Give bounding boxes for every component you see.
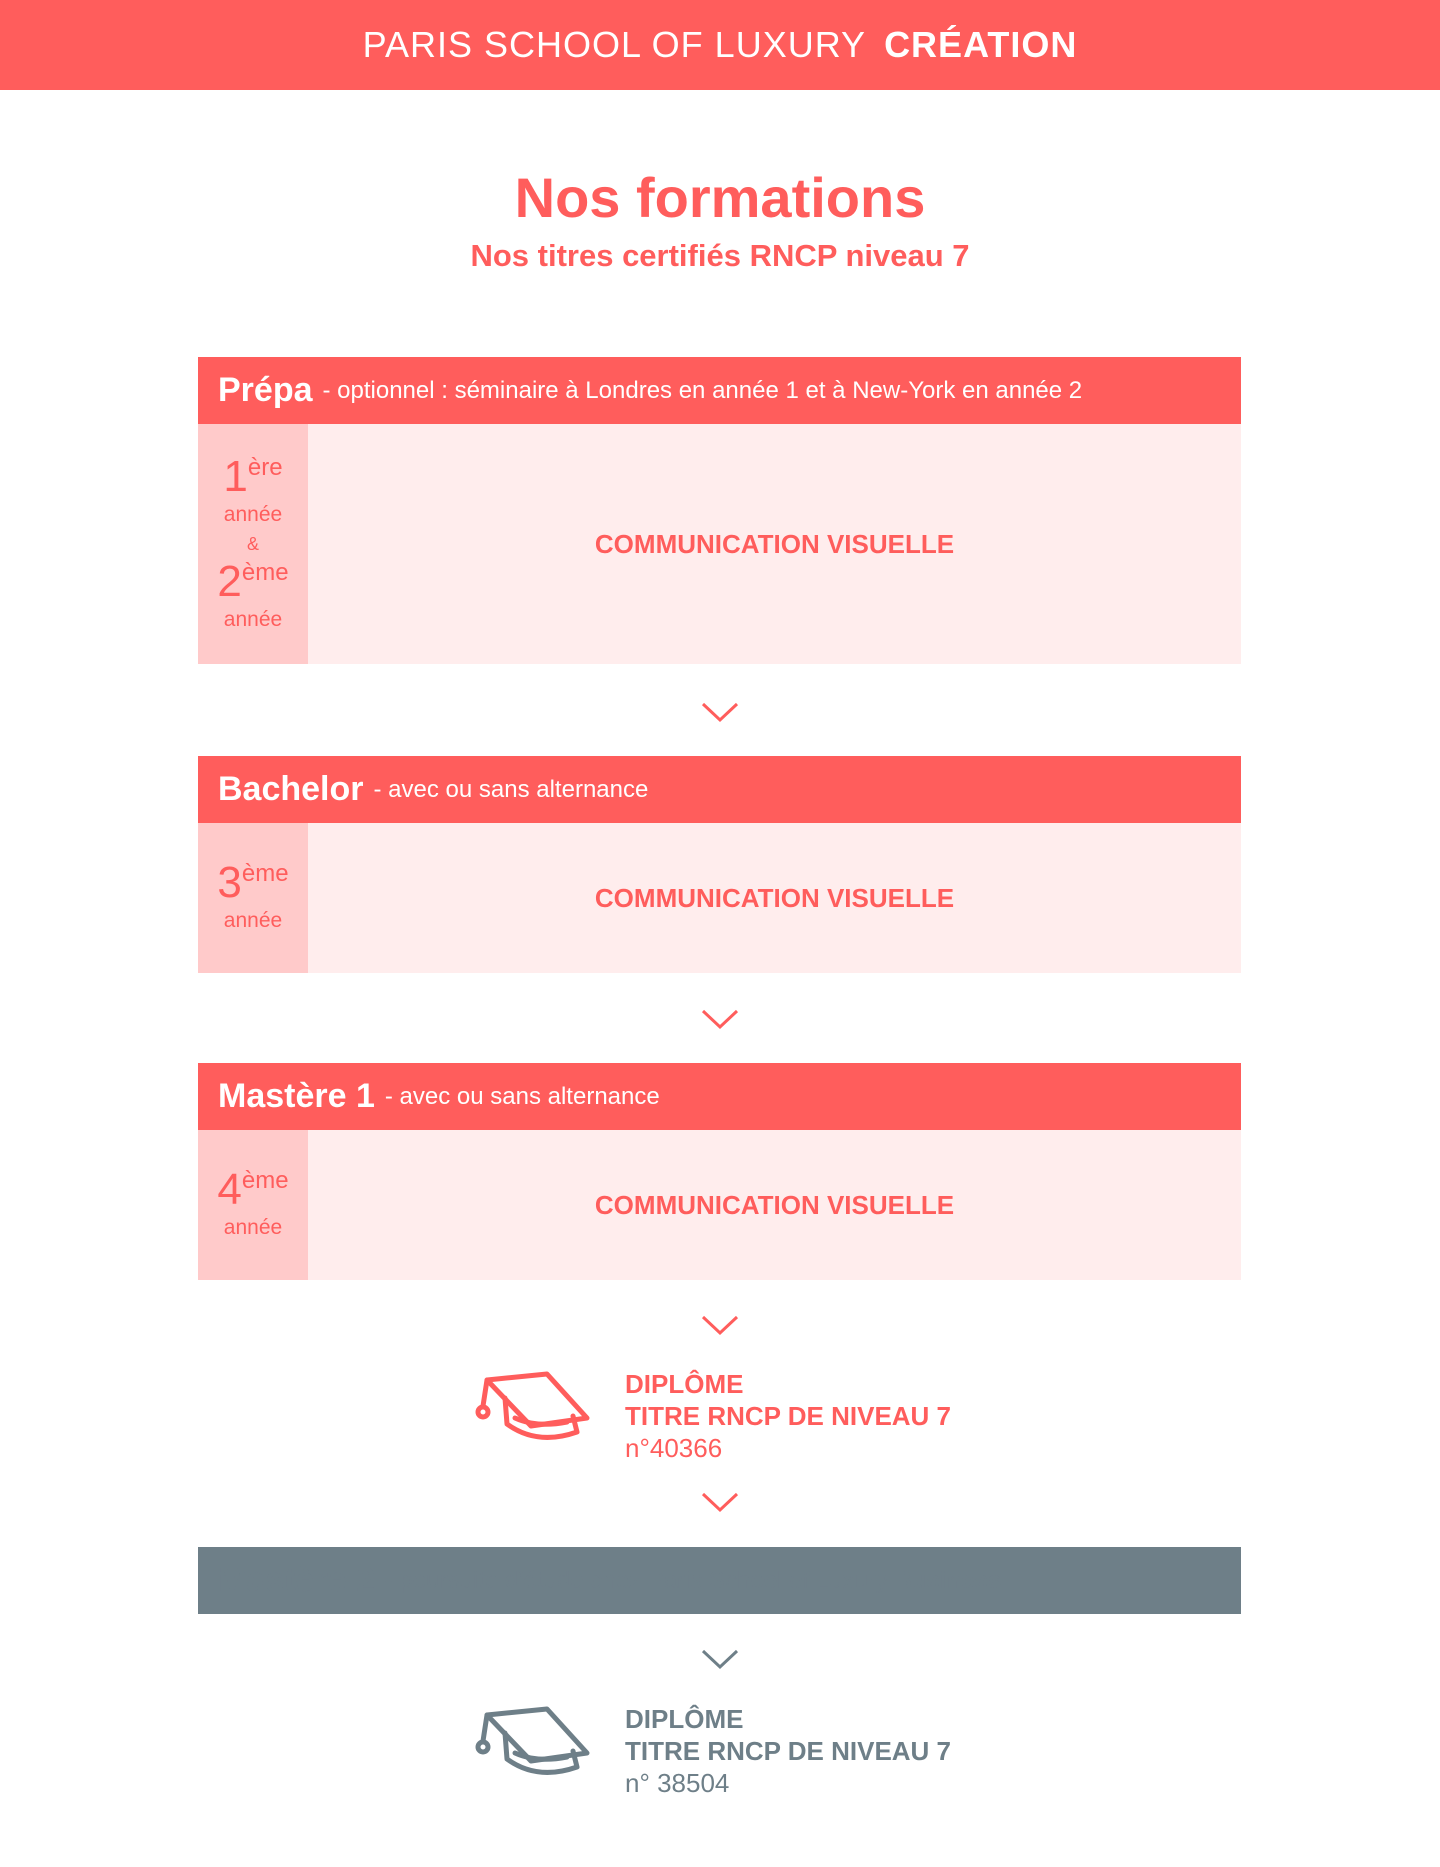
diploma-level: TITRE RNCP DE NIVEAU 7 <box>625 1401 952 1431</box>
year-number: 3 <box>217 858 242 907</box>
year-4 <box>217 1167 288 1243</box>
year-column <box>198 823 308 973</box>
section-body <box>198 1130 1241 1280</box>
page-title: Nos formations <box>514 166 926 229</box>
top-bar <box>0 0 1440 90</box>
program-name: COMMUNICATION VISUELLE <box>594 528 955 559</box>
year-suffix: ère <box>247 453 283 481</box>
year-1 <box>223 451 283 530</box>
year-number: 4 <box>217 1165 242 1214</box>
diploma-text <box>625 1368 951 1464</box>
diploma-business <box>475 1703 995 1813</box>
section-name: Prépa <box>218 371 313 409</box>
program-name: COMMUNICATION VISUELLE <box>594 1189 955 1220</box>
description-text: - poursuite d’étude chez Paris School of Luxury <box>384 1566 888 1594</box>
diploma-level: TITRE RNCP DE NIVEAU 7 <box>625 1736 952 1766</box>
section-description: - optionnel : séminaire à Londres en année 1 et à New-York en année 2 <box>322 376 1083 404</box>
year-column <box>198 424 308 664</box>
section-name: Bachelor <box>218 770 364 808</box>
chevron-down-icon <box>700 1490 740 1514</box>
year-number: 1 <box>223 451 248 501</box>
section-bachelor <box>198 756 1241 973</box>
section-header <box>198 756 1241 823</box>
year-label: année <box>223 1216 283 1239</box>
graduation-cap-icon <box>475 1703 590 1793</box>
section-header <box>198 1063 1241 1130</box>
year-number: 2 <box>217 556 242 606</box>
page-subtitle: Nos titres certifiés RNCP niveau 7 <box>470 238 970 273</box>
chevron-down-icon <box>700 1313 740 1337</box>
description-bold: Business <box>894 1566 1002 1594</box>
section-description <box>385 1567 1001 1595</box>
diploma-title: DIPLÔME <box>625 1369 744 1399</box>
year-3 <box>217 860 288 936</box>
section-header <box>198 1547 1241 1614</box>
section-name: Mastère 1 <box>218 1077 375 1115</box>
section-description: - avec ou sans alternance <box>373 775 649 803</box>
school-name: PARIS SCHOOL OF LUXURY <box>362 24 867 65</box>
chevron-down-icon <box>700 1007 740 1031</box>
section-header <box>198 357 1241 424</box>
section-name: Mastère 2 <box>218 1561 375 1599</box>
division-name: CRÉATION <box>884 24 1078 65</box>
diploma-text <box>625 1703 951 1799</box>
year-label: année <box>223 502 283 526</box>
diploma-number: n° 38504 <box>625 1768 730 1798</box>
year-column <box>198 1130 308 1280</box>
section-body <box>198 424 1241 664</box>
year-suffix: ème <box>241 1167 289 1194</box>
diploma-number: n°40366 <box>625 1433 723 1463</box>
section-mastere-2 <box>198 1547 1241 1614</box>
diploma-creation <box>475 1368 995 1478</box>
year-joiner: & <box>246 533 259 554</box>
section-mastere-1 <box>198 1063 1241 1280</box>
year-label: année <box>223 909 283 932</box>
program-name: COMMUNICATION VISUELLE <box>594 882 955 913</box>
year-2 <box>217 556 289 635</box>
chevron-down-icon <box>700 1647 740 1671</box>
section-prepa <box>198 357 1241 664</box>
section-description: - avec ou sans alternance <box>384 1082 660 1110</box>
chevron-down-icon <box>700 700 740 724</box>
year-label: année <box>223 607 283 631</box>
year-suffix: ème <box>241 860 289 887</box>
diploma-title: DIPLÔME <box>625 1704 744 1734</box>
section-body <box>198 823 1241 973</box>
year-suffix: ème <box>241 558 289 586</box>
graduation-cap-icon <box>475 1368 590 1458</box>
